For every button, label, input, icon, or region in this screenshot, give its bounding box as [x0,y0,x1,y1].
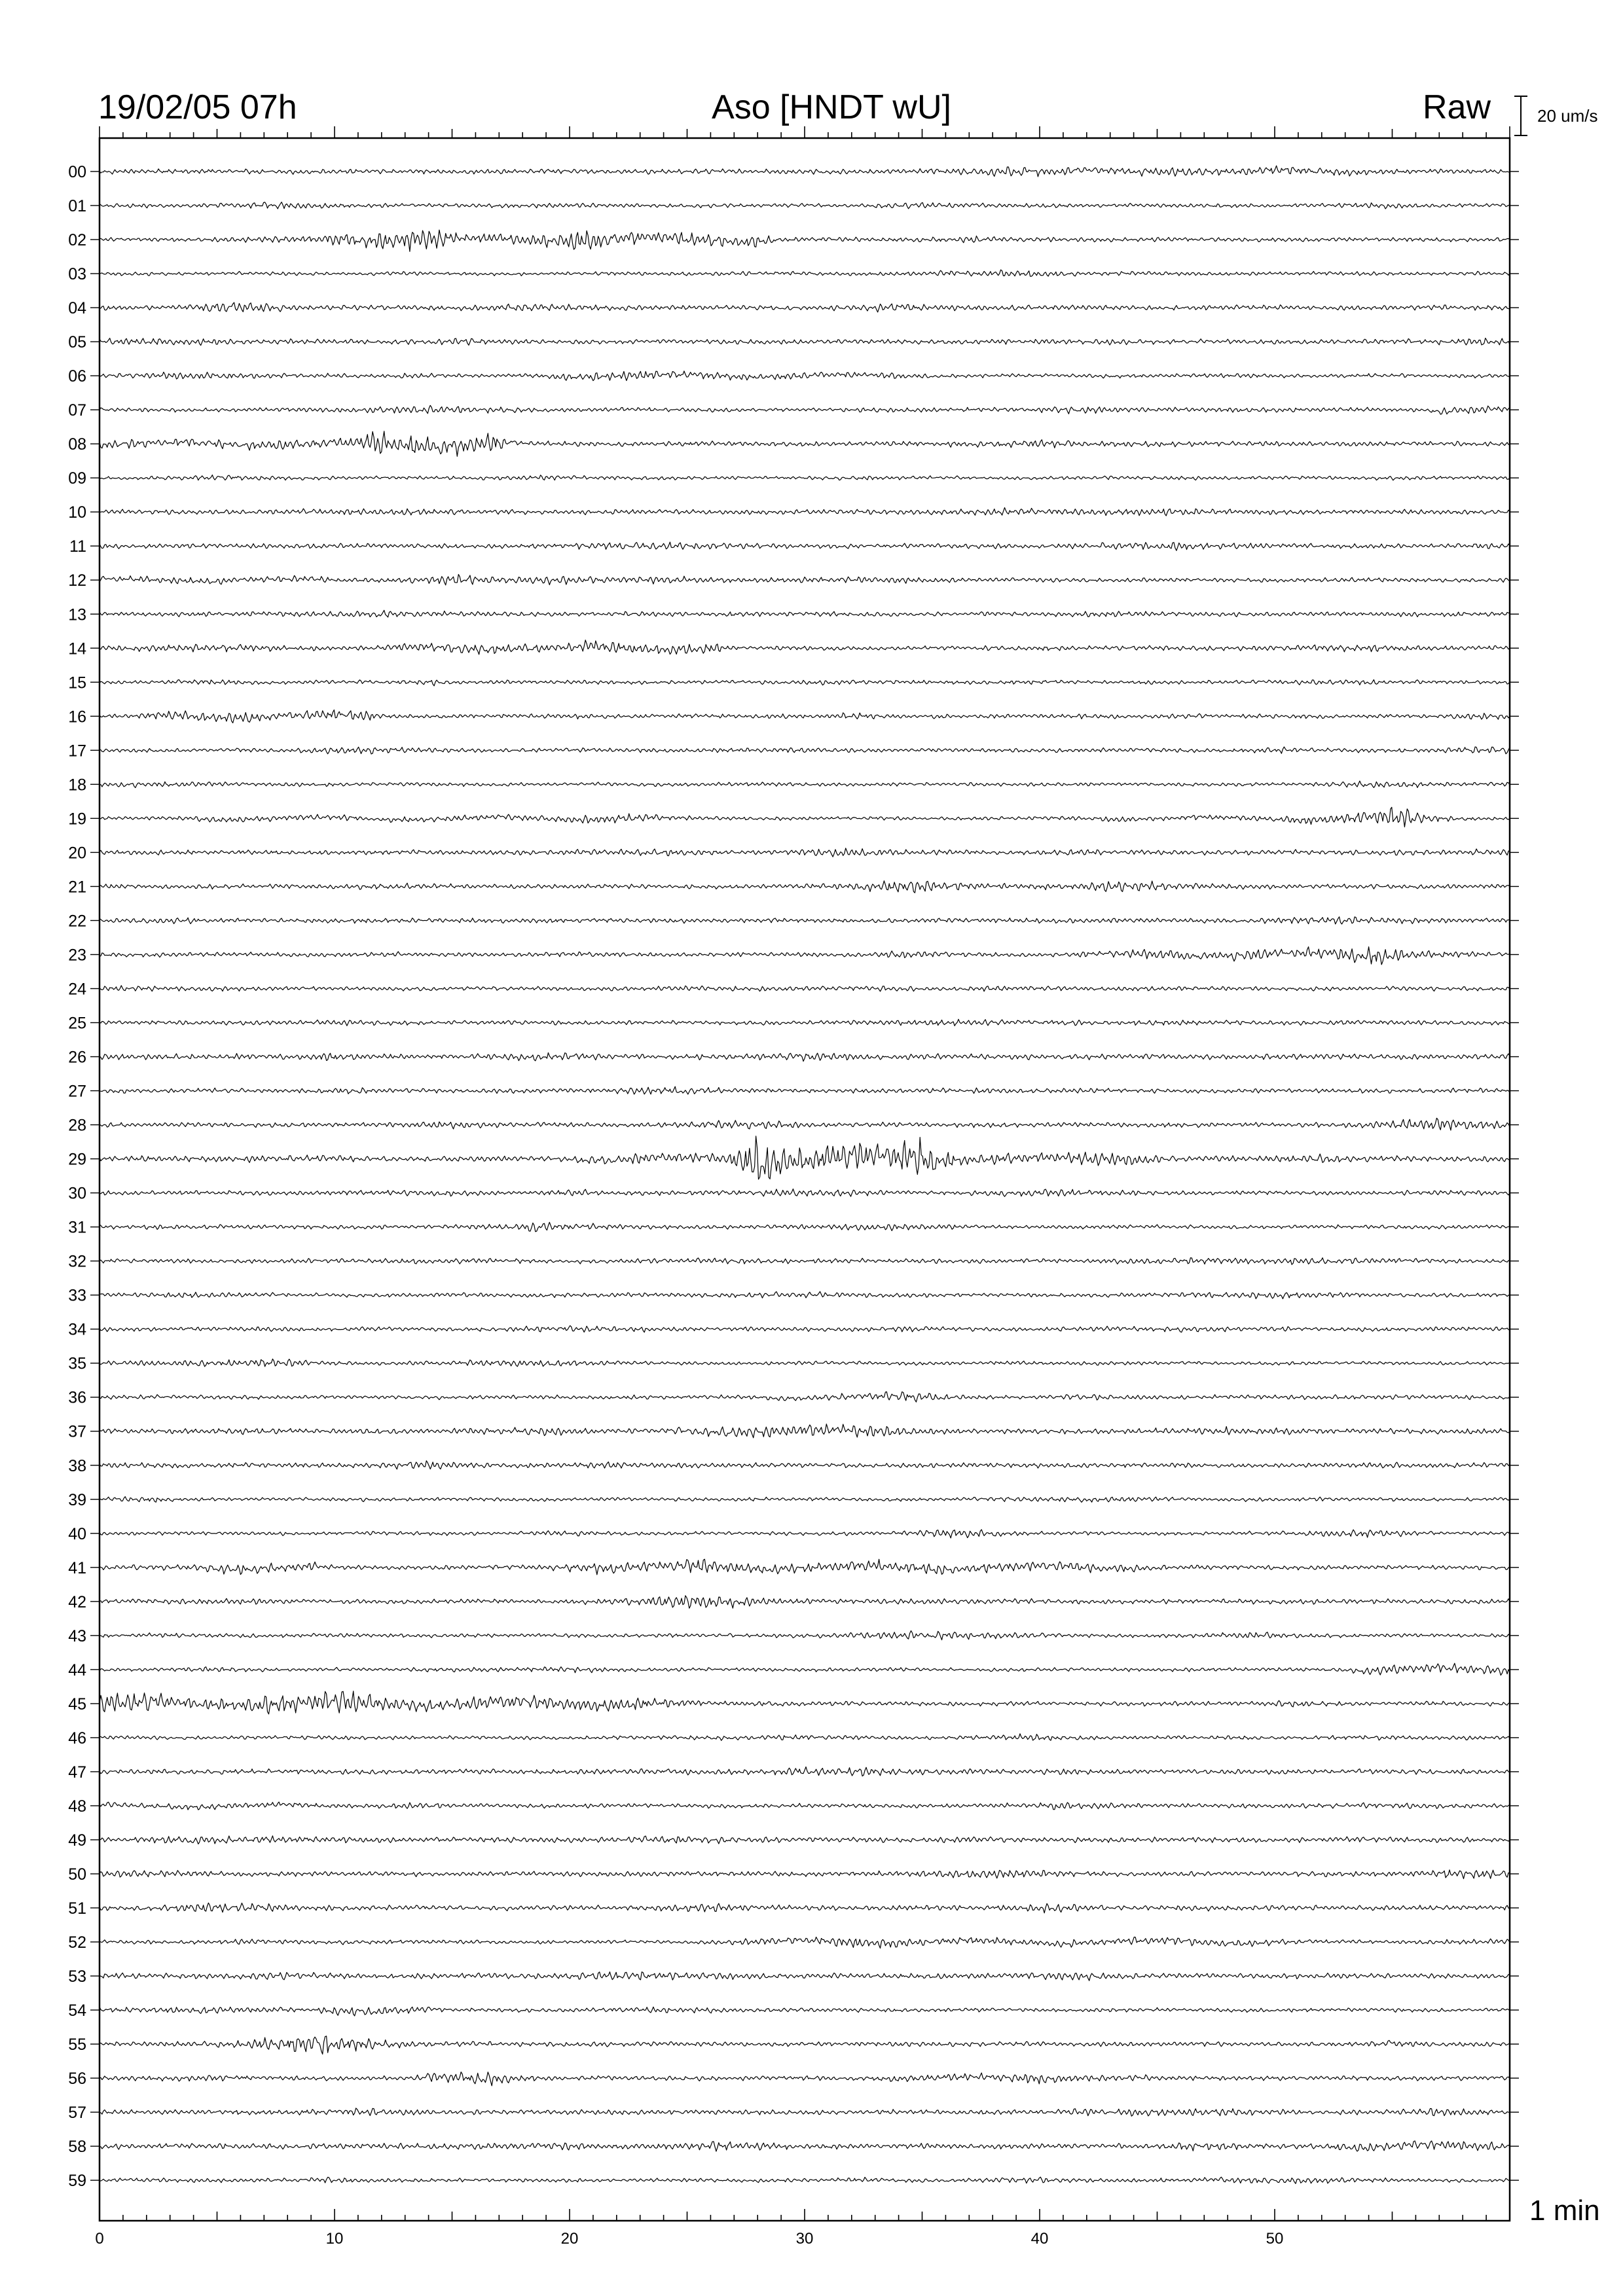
trace-45 [100,1691,1510,1714]
row-label: 32 [68,1252,86,1271]
row-label: 53 [68,1967,86,1986]
row-labels [68,163,1519,2190]
trace-30 [100,1189,1510,1197]
row-label: 40 [68,1524,86,1543]
trace-31 [100,1223,1510,1232]
row-label: 34 [68,1320,86,1339]
row-label: 29 [68,1150,86,1169]
row-label: 02 [68,231,86,250]
x-tick-label: 40 [1030,2230,1049,2248]
x-tick-label: 30 [795,2230,814,2248]
trace-12 [100,575,1510,585]
trace-56 [100,2072,1510,2086]
row-label: 39 [68,1490,86,1509]
trace-08 [100,431,1510,457]
trace-53 [100,1972,1510,1981]
trace-18 [100,781,1510,787]
trace-54 [100,2007,1510,2016]
row-label: 15 [68,673,86,692]
x-tick-label: 20 [560,2230,579,2248]
station-title: Aso [HNDT wU] [712,88,951,126]
row-label: 37 [68,1422,86,1441]
row-label: 16 [68,708,86,726]
row-label: 17 [68,742,86,761]
x-tick-label: 0 [95,2230,104,2248]
trace-57 [100,2108,1510,2116]
row-label: 41 [68,1558,86,1577]
amplitude-scale-bar [1514,96,1527,135]
row-label: 05 [68,333,86,352]
row-label: 54 [68,2001,86,2020]
trace-36 [100,1392,1510,1403]
x-axis-unit-label: 1 min [1529,2195,1600,2227]
row-label: 47 [68,1763,86,1782]
row-label: 52 [68,1933,86,1952]
trace-35 [100,1359,1510,1367]
trace-01 [100,202,1510,209]
trace-27 [100,1086,1510,1094]
trace-51 [100,1903,1510,1912]
row-label: 00 [68,163,86,181]
row-label: 09 [68,469,86,488]
row-label: 49 [68,1831,86,1850]
row-label: 08 [68,435,86,454]
trace-59 [100,2177,1510,2183]
row-label: 36 [68,1388,86,1407]
row-label: 35 [68,1354,86,1373]
trace-20 [100,848,1510,857]
row-label: 31 [68,1218,86,1237]
row-label: 23 [68,946,86,965]
scale-bar-label: 20 um/s [1537,106,1598,126]
row-label: 44 [68,1660,86,1679]
trace-29 [100,1136,1510,1179]
row-label: 55 [68,2036,86,2054]
row-label: 42 [68,1592,86,1611]
trace-05 [100,338,1510,346]
row-label: 58 [68,2138,86,2157]
row-label: 38 [68,1456,86,1475]
row-label: 50 [68,1865,86,1884]
trace-40 [100,1530,1510,1538]
row-label: 07 [68,401,86,420]
trace-34 [100,1325,1510,1332]
trace-52 [100,1937,1510,1948]
trace-55 [100,2036,1510,2054]
row-label: 57 [68,2104,86,2123]
trace-32 [100,1258,1510,1265]
row-label: 48 [68,1797,86,1816]
row-label: 12 [68,571,86,590]
row-label: 22 [68,912,86,931]
trace-22 [100,917,1510,924]
row-label: 24 [68,980,86,999]
row-label: 01 [68,197,86,216]
trace-42 [100,1596,1510,1608]
x-tick-labels [95,2230,1283,2248]
row-label: 56 [68,2070,86,2089]
row-label: 18 [68,776,86,795]
trace-50 [100,1870,1510,1879]
trace-06 [100,371,1510,381]
row-label: 33 [68,1286,86,1305]
row-label: 25 [68,1014,86,1033]
row-label: 20 [68,844,86,863]
row-label: 13 [68,605,86,624]
row-label: 19 [68,810,86,829]
trace-24 [100,986,1510,992]
trace-21 [100,881,1510,893]
row-label: 04 [68,299,86,318]
row-label: 03 [68,265,86,284]
trace-15 [100,680,1510,686]
trace-28 [100,1118,1510,1130]
trace-17 [100,747,1510,754]
date-hour-label: 19/02/05 07h [98,88,297,126]
trace-14 [100,640,1510,655]
row-label: 28 [68,1116,86,1135]
row-label: 10 [68,503,86,522]
x-tick-label: 10 [325,2230,344,2248]
trace-10 [100,508,1510,516]
trace-26 [100,1052,1510,1061]
row-label: 26 [68,1048,86,1067]
trace-25 [100,1019,1510,1026]
mode-label: Raw [1422,88,1491,126]
row-label: 06 [68,367,86,386]
trace-39 [100,1497,1510,1503]
trace-23 [100,947,1510,965]
row-label: 11 [69,537,86,556]
row-label: 21 [68,878,86,897]
trace-19 [100,807,1510,827]
trace-09 [100,475,1510,480]
trace-13 [100,610,1510,617]
trace-02 [100,230,1510,251]
row-label: 30 [68,1184,86,1203]
trace-47 [100,1767,1510,1776]
seismic-traces [100,166,1510,2183]
trace-37 [100,1424,1510,1438]
trace-48 [100,1802,1510,1810]
row-label: 51 [68,1899,86,1918]
trace-04 [100,302,1510,312]
trace-44 [100,1663,1510,1675]
trace-58 [100,2141,1510,2151]
trace-38 [100,1461,1510,1469]
trace-41 [100,1559,1510,1575]
trace-11 [100,542,1510,550]
trace-46 [100,1734,1510,1740]
row-label: 27 [68,1082,86,1101]
row-label: 59 [68,2172,86,2191]
trace-00 [100,166,1510,177]
trace-03 [100,270,1510,276]
trace-16 [100,710,1510,723]
row-label: 46 [68,1729,86,1748]
x-tick-label: 50 [1266,2230,1284,2248]
row-label: 45 [68,1695,86,1713]
row-label: 43 [68,1626,86,1645]
trace-33 [100,1291,1510,1299]
trace-07 [100,405,1510,414]
row-label: 14 [68,639,86,658]
trace-43 [100,1631,1510,1640]
trace-49 [100,1836,1510,1844]
